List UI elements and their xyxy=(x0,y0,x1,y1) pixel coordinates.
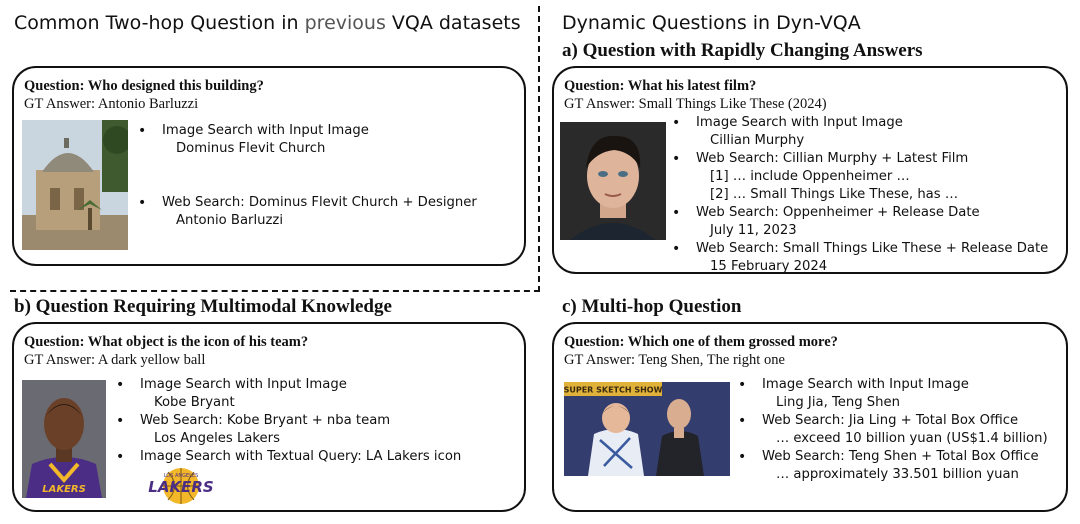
question-text: Question: Which one of them grossed more? xyxy=(564,334,838,350)
step-3-label: • Web Search: Teng Shen + Total Box Office xyxy=(762,449,1039,464)
step-2 xyxy=(672,150,1048,204)
question-text: Question: What object is the icon of his team? xyxy=(24,334,309,350)
step-3 xyxy=(116,448,461,466)
lakers-logo xyxy=(144,466,218,506)
panel-c xyxy=(552,322,1068,512)
step-1 xyxy=(672,114,1048,150)
step-3 xyxy=(738,448,1048,484)
step-2-label: • Web Search: Dominus Flevit Church + Designer xyxy=(162,195,477,210)
step-2-result: Los Angeles Lakers xyxy=(154,431,280,446)
step-3-label: • Image Search with Textual Query: LA Lakers icon xyxy=(140,449,462,464)
step-1-result: Ling Jia, Teng Shen xyxy=(776,395,900,410)
left-heading-part3: VQA datasets xyxy=(385,12,521,34)
step-4 xyxy=(672,240,1048,276)
step-3 xyxy=(672,204,1048,240)
question-text: Question: What his latest film? xyxy=(564,78,757,94)
steps-common xyxy=(138,122,477,230)
step-2-label: • Web Search: Kobe Bryant + nba team xyxy=(140,413,391,428)
left-heading-part1: Common Two-hop Question in xyxy=(14,12,305,34)
step-1-result: Cillian Murphy xyxy=(710,133,805,148)
step-4-result: 15 February 2024 xyxy=(710,259,828,274)
step-3-result: July 11, 2023 xyxy=(710,223,797,238)
answer-text: GT Answer: Antonio Barluzzi xyxy=(24,96,199,112)
step-2-result: … exceed 10 billion yuan (US$1.4 billion) xyxy=(776,431,1048,446)
left-heading-part2: previous xyxy=(304,12,386,34)
step-2-result-2: [2] … Small Things Like These, has … xyxy=(710,187,959,202)
comedians-photo xyxy=(564,382,730,476)
step-1 xyxy=(138,122,477,158)
logo-top-text: LOS ANGELES xyxy=(163,473,199,479)
step-2 xyxy=(738,412,1048,448)
step-4-label: • Web Search: Small Things Like These + Release Date xyxy=(696,241,1049,256)
right-heading: Dynamic Questions in Dyn-VQA xyxy=(562,12,861,34)
step-1-result: Kobe Bryant xyxy=(154,395,235,410)
step-2 xyxy=(138,194,477,230)
answer-text: GT Answer: A dark yellow ball xyxy=(24,352,206,368)
step-2-label: • Web Search: Jia Ling + Total Box Office xyxy=(762,413,1019,428)
svg-text:LAKERS: LAKERS xyxy=(42,484,86,495)
panel-b xyxy=(12,322,526,512)
steps-b xyxy=(116,376,461,466)
step-1 xyxy=(116,376,461,412)
logo-text: LAKERS xyxy=(148,478,214,496)
step-1 xyxy=(738,376,1048,412)
steps-c xyxy=(738,376,1048,484)
step-2-result-1: [1] … include Oppenheimer … xyxy=(710,169,910,184)
section-c-title: c) Multi-hop Question xyxy=(562,296,742,317)
banner-text: SUPER SKETCH SHOW xyxy=(564,385,663,395)
panel-common xyxy=(12,66,526,266)
step-3-result: … approximately 33.501 billion yuan xyxy=(776,467,1019,482)
step-1-label: • Image Search with Input Image xyxy=(762,377,969,392)
question-text: Question: Who designed this building? xyxy=(24,78,264,94)
step-1-label: • Image Search with Input Image xyxy=(696,115,903,130)
left-heading xyxy=(14,12,521,34)
church-photo xyxy=(22,120,128,250)
horizontal-divider xyxy=(10,290,540,292)
player-photo xyxy=(22,380,106,498)
step-2-label: • Web Search: Cillian Murphy + Latest Film xyxy=(696,151,969,166)
section-a-title: a) Question with Rapidly Changing Answers xyxy=(562,40,923,61)
panel-a xyxy=(552,66,1068,274)
step-3-label: • Web Search: Oppenheimer + Release Date xyxy=(696,205,980,220)
step-1-label: • Image Search with Input Image xyxy=(140,377,347,392)
steps-a xyxy=(672,114,1048,276)
actor-photo xyxy=(560,122,666,240)
step-2 xyxy=(116,412,461,448)
step-2-result: Antonio Barluzzi xyxy=(176,213,283,228)
answer-text: GT Answer: Small Things Like These (2024) xyxy=(564,96,827,112)
answer-text: GT Answer: Teng Shen, The right one xyxy=(564,352,785,368)
section-b-title: b) Question Requiring Multimodal Knowledge xyxy=(14,296,392,317)
vertical-divider xyxy=(538,6,540,292)
step-1-label: • Image Search with Input Image xyxy=(162,123,369,138)
step-1-result: Dominus Flevit Church xyxy=(176,141,326,156)
